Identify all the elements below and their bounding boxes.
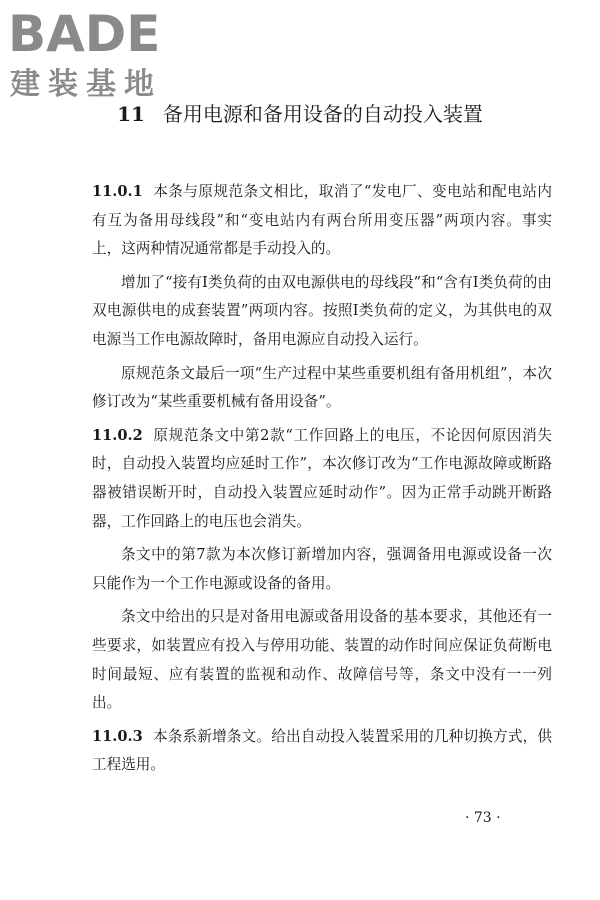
chapter-number: 11 bbox=[117, 102, 145, 126]
page-number: · 73 · bbox=[465, 810, 501, 826]
clause-number: 11.0.1 bbox=[92, 183, 143, 200]
clause-number: 11.0.3 bbox=[92, 727, 143, 745]
paragraph-text: 原规范条文最后一项“生产过程中某些重要机组有备用机组”，本次修订改为“某些重要机械有备用设备”。 bbox=[92, 364, 552, 411]
logo-wordmark: BADE bbox=[8, 5, 161, 63]
paragraph-11-0-1 bbox=[92, 178, 552, 264]
paragraph-text: 本条系新增条文。给出自动投入装置采用的几种切换方式，供工程选用。 bbox=[92, 727, 552, 774]
paragraph-text: 条文中的第7款为本次修订新增加内容，强调备用电源或设备一次只能作为一个工作电源或设备的备用。 bbox=[92, 546, 552, 592]
chapter-title-text: 备用电源和备用设备的自动投入装置 bbox=[162, 102, 483, 126]
paragraph-text: 本条与原规范条文相比，取消了“发电厂、变电站和配电站内有互为备用母线段”和“变电站内有两台所用变压器”两项内容。事实上，这两种情况通常都是手动投入的。 bbox=[92, 183, 552, 258]
paragraph-text: 增加了“接有Ⅰ类负荷的由双电源供电的母线段”和“含有Ⅰ类负荷的由双电源供电的成套装置”两项内容。按照Ⅰ类负荷的定义，为其供电的双电源当工作电源故障时，备用电源应自动投入运行。 bbox=[92, 273, 552, 348]
paragraph-11-0-2 bbox=[92, 422, 552, 536]
body-text bbox=[92, 178, 552, 785]
clause-number: 11.0.2 bbox=[92, 426, 143, 444]
paragraph bbox=[92, 541, 552, 598]
chapter-title bbox=[0, 100, 600, 128]
logo-subtitle: 建装基地 bbox=[10, 67, 162, 102]
paragraph bbox=[92, 269, 552, 355]
paragraph-text: 条文中给出的只是对备用电源或备用设备的基本要求，其他还有一些要求，如装置应有投入与停用功能、装置的动作时间应保证负荷断电时间最短、应有装置的监视和动作、故障信号等，条文中没有一一列出。 bbox=[92, 608, 552, 712]
paragraph-11-0-3 bbox=[92, 723, 552, 780]
paragraph bbox=[92, 360, 552, 417]
paragraph bbox=[92, 603, 552, 717]
paragraph-text: 原规范条文中第2款“工作回路上的电压，不论因何原因消失时，自动投入装置均应延时工作”，本次修订改为“工作电源故障或断路器被错误断开时，自动投入装置应延时动作”。因为正常手动跳开断路器，工作回路上的电压也会消失。 bbox=[92, 426, 552, 530]
